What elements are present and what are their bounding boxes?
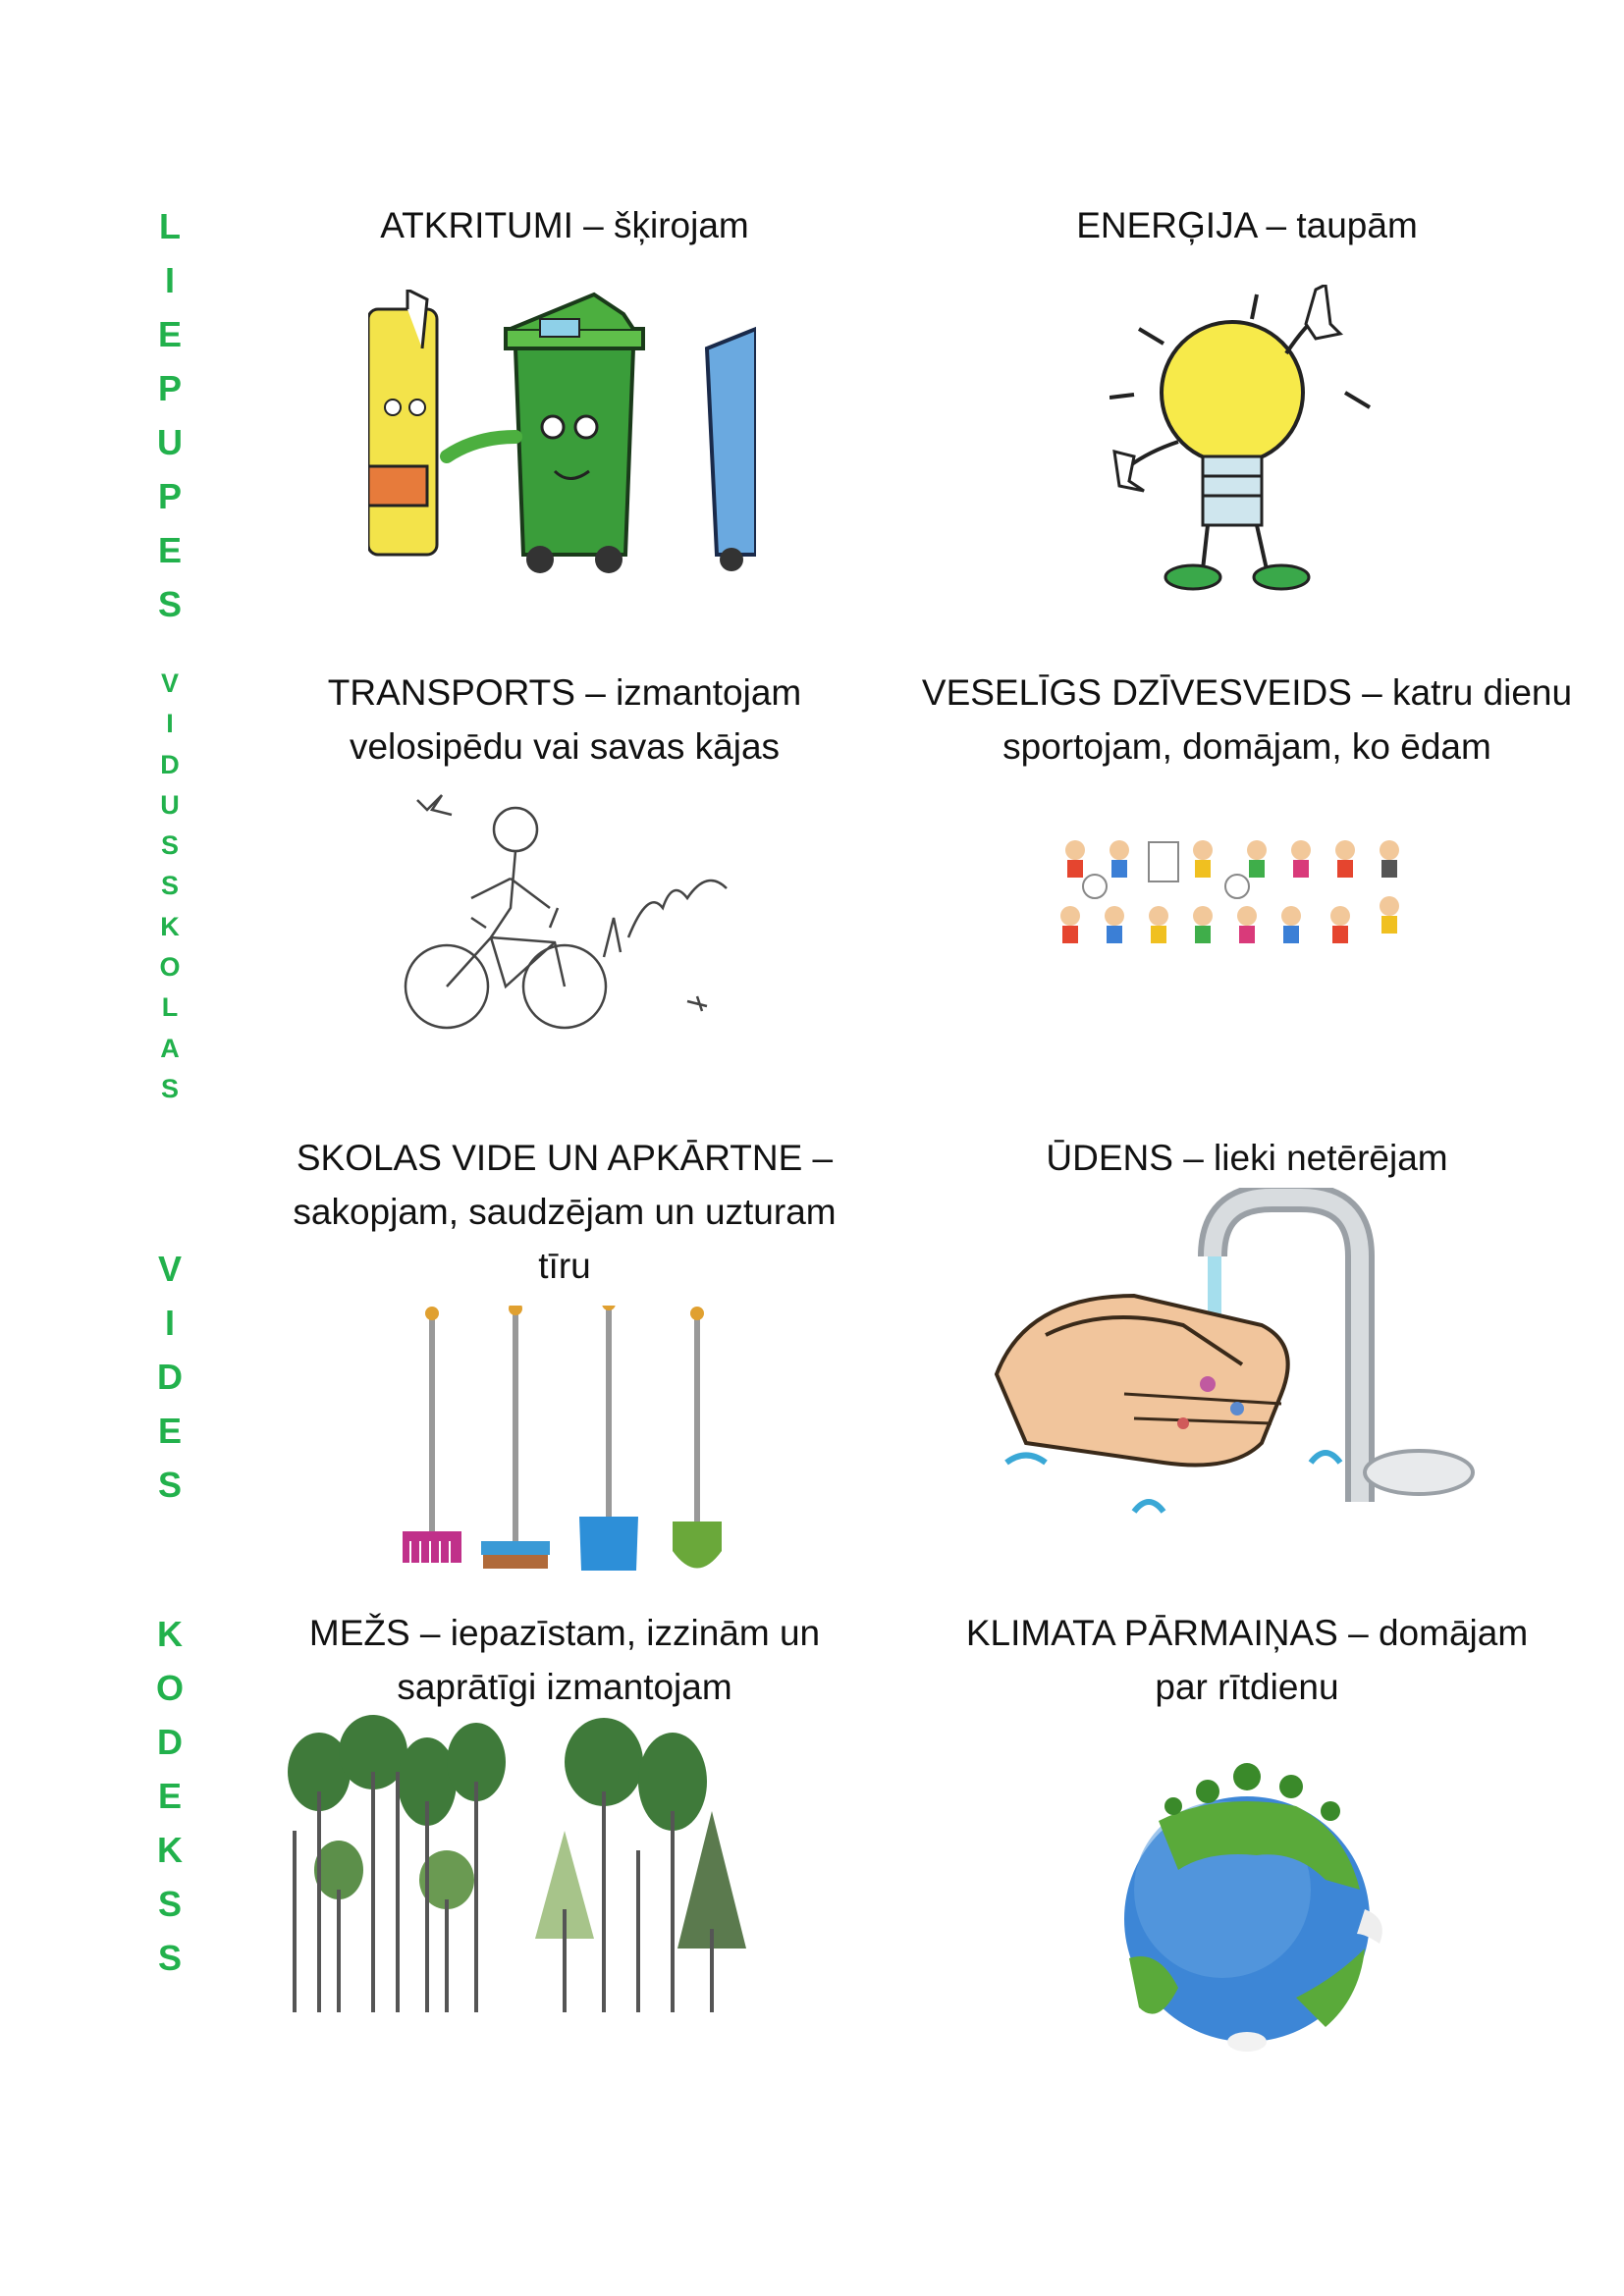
side-letter: S	[157, 1465, 182, 1505]
caption-waste	[245, 198, 884, 252]
side-letter: S	[160, 1073, 179, 1103]
caption-line: tīru	[538, 1246, 591, 1286]
caption-line: sakopjam, saudzējam un uzturam	[293, 1192, 837, 1232]
caption-school-environment	[245, 1131, 884, 1293]
caption-line: velosipēdu vai savas kājas	[349, 726, 781, 767]
earth-globe-illustration	[1100, 1762, 1394, 2056]
side-title-word-kodekss	[145, 1607, 194, 1985]
side-letter: U	[160, 789, 180, 820]
side-letter: P	[157, 368, 182, 408]
side-letter: O	[159, 952, 181, 983]
caption-line: ATKRITUMI – šķirojam	[380, 205, 749, 245]
caption-line: ENERĢIJA – taupām	[1076, 205, 1418, 245]
caption-healthy-lifestyle	[903, 666, 1591, 774]
side-letter: V	[160, 668, 179, 698]
side-letter: V	[157, 1249, 182, 1289]
caption-forest	[245, 1606, 884, 1714]
side-letter: L	[159, 206, 181, 246]
side-title-word-vidusskolas	[145, 664, 194, 1109]
side-title-word-vides	[145, 1242, 194, 1512]
caption-line: TRANSPORTS – izmantojam	[327, 672, 802, 713]
caption-water	[903, 1131, 1591, 1185]
cyclist-illustration	[393, 780, 746, 1041]
recycling-bins-illustration	[368, 290, 756, 574]
side-letter: E	[157, 314, 182, 354]
side-letter: I	[164, 260, 175, 300]
side-letter: S	[160, 871, 179, 901]
side-letter: S	[157, 1938, 182, 1978]
side-letter: P	[157, 476, 182, 516]
side-letter: I	[166, 709, 174, 739]
side-letter: E	[157, 530, 182, 570]
side-letter: S	[157, 584, 182, 624]
caption-line: SKOLAS VIDE UN APKĀRTNE –	[296, 1138, 834, 1178]
caption-energy	[903, 198, 1591, 252]
caption-line: MEŽS – iepazīstam, izzinām un	[308, 1613, 821, 1653]
caption-line: sportojam, domājam, ko ēdam	[1002, 726, 1491, 767]
caption-transport	[245, 666, 884, 774]
side-letter: L	[161, 992, 179, 1023]
caption-line: VESELĪGS DZĪVESVEIDS – katru dienu	[921, 672, 1573, 713]
side-letter: I	[164, 1303, 175, 1343]
side-letter: A	[160, 1033, 180, 1063]
caption-line: par rītdienu	[1155, 1667, 1339, 1707]
side-letter: D	[157, 1357, 183, 1397]
side-letter: S	[157, 1884, 182, 1924]
light-bulb-character-illustration	[1110, 285, 1389, 599]
side-letter: E	[157, 1776, 182, 1816]
side-letter: O	[155, 1668, 184, 1708]
side-letter: K	[157, 1614, 183, 1654]
caption-line: KLIMATA PĀRMAIŅAS – domājam	[965, 1613, 1529, 1653]
side-letter: D	[157, 1722, 183, 1762]
side-letter: U	[157, 422, 183, 462]
sport-kids-illustration	[1056, 832, 1429, 970]
garden-tools-illustration	[393, 1306, 736, 1590]
caption-climate-change	[903, 1606, 1591, 1714]
side-letter: E	[157, 1411, 182, 1451]
side-letter: K	[157, 1830, 183, 1870]
forest-trees-illustration	[280, 1713, 751, 2017]
side-letter: S	[160, 830, 179, 861]
hand-washing-illustration	[987, 1188, 1497, 1561]
caption-line: ŪDENS – lieki netērējam	[1046, 1138, 1448, 1178]
side-letter: D	[160, 749, 180, 779]
side-letter: K	[160, 911, 180, 941]
caption-line: saprātīgi izmantojam	[397, 1667, 732, 1707]
side-title-word-liepupes	[145, 199, 194, 631]
